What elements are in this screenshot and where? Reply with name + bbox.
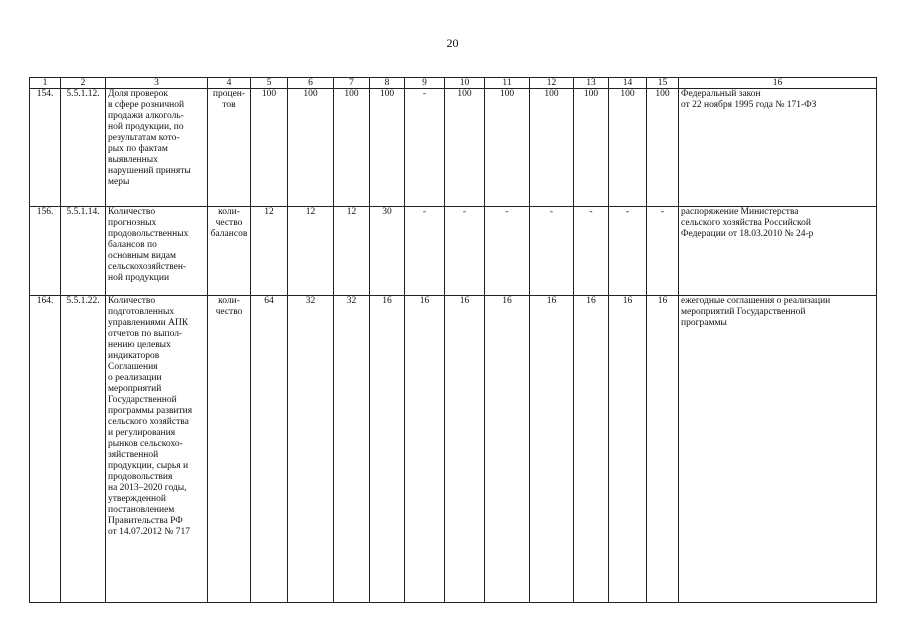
- value-cell: 16: [405, 296, 445, 603]
- value-cell: 12: [334, 207, 370, 296]
- value-cell: -: [405, 207, 445, 296]
- column-number: 1: [30, 78, 61, 89]
- column-number: 6: [288, 78, 334, 89]
- table-row: [30, 207, 877, 296]
- column-number: 10: [445, 78, 485, 89]
- column-number: 11: [485, 78, 530, 89]
- column-number: 16: [679, 78, 877, 89]
- value-cell: 16: [485, 296, 530, 603]
- value-cell: 100: [251, 89, 288, 207]
- value-cell: 16: [647, 296, 679, 603]
- row-code: 5.5.1.22.: [61, 296, 106, 603]
- unit: коли- чество: [208, 296, 251, 603]
- value-cell: 16: [530, 296, 574, 603]
- value-cell: 100: [370, 89, 405, 207]
- value-cell: 100: [445, 89, 485, 207]
- indicator-name: Количество прогнозных продовольственных балансов по основным видам сельскохозяйствен- ной продукции: [106, 207, 208, 296]
- value-cell: 100: [647, 89, 679, 207]
- value-cell: 16: [574, 296, 609, 603]
- table-row: [30, 296, 877, 603]
- value-cell: 100: [530, 89, 574, 207]
- column-number: 12: [530, 78, 574, 89]
- indicator-table: [29, 77, 877, 603]
- column-number: 13: [574, 78, 609, 89]
- value-cell: -: [405, 89, 445, 207]
- row-number: 164.: [30, 296, 61, 603]
- table-row: [30, 89, 877, 207]
- unit: процен- тов: [208, 89, 251, 207]
- value-cell: 32: [334, 296, 370, 603]
- column-number: 9: [405, 78, 445, 89]
- column-number: 7: [334, 78, 370, 89]
- value-cell: -: [485, 207, 530, 296]
- value-cell: 16: [609, 296, 647, 603]
- column-number: 8: [370, 78, 405, 89]
- value-cell: 100: [334, 89, 370, 207]
- column-number: 2: [61, 78, 106, 89]
- value-cell: 12: [251, 207, 288, 296]
- value-cell: -: [445, 207, 485, 296]
- value-cell: 32: [288, 296, 334, 603]
- value-cell: 100: [485, 89, 530, 207]
- page-number: 20: [446, 36, 459, 50]
- unit: коли- чество балансов: [208, 207, 251, 296]
- legal-basis: ежегодные соглашения о реализации мероприятий Государственной программы: [679, 296, 877, 603]
- value-cell: 100: [574, 89, 609, 207]
- row-code: 5.5.1.12.: [61, 89, 106, 207]
- value-cell: 64: [251, 296, 288, 603]
- value-cell: 30: [370, 207, 405, 296]
- column-number: 4: [208, 78, 251, 89]
- column-number: 3: [106, 78, 208, 89]
- legal-basis: распоряжение Министерства сельского хозяйства Российской Федерации от 18.03.2010 № 24-р: [679, 207, 877, 296]
- column-number: 15: [647, 78, 679, 89]
- value-cell: -: [647, 207, 679, 296]
- column-number: 14: [609, 78, 647, 89]
- value-cell: 100: [288, 89, 334, 207]
- legal-basis: Федеральный закон от 22 ноября 1995 года № 171-ФЗ: [679, 89, 877, 207]
- value-cell: 16: [370, 296, 405, 603]
- column-number: 5: [251, 78, 288, 89]
- value-cell: -: [574, 207, 609, 296]
- value-cell: -: [609, 207, 647, 296]
- value-cell: 12: [288, 207, 334, 296]
- row-number: 154.: [30, 89, 61, 207]
- value-cell: -: [530, 207, 574, 296]
- column-number-row: [30, 78, 877, 89]
- value-cell: 100: [609, 89, 647, 207]
- indicator-name: Количество подготовленных управлениями АПК отчетов по выпол- нению целевых индикаторов Соглашения о реализации мероприятий Государственной программы развития сельского хозяйства и регулирования рынков сельскохо- зяйственной продукции, сырья и продовольствия на 2013–2020 годы, утвержденной постановлением Правительства РФ от 14.07.2012 № 717: [106, 296, 208, 603]
- row-number: 156.: [30, 207, 61, 296]
- value-cell: 16: [445, 296, 485, 603]
- indicator-name: Доля проверок в сфере розничной продажи алкоголь- ной продукции, по результатам кото- рых по фактам выявленных нарушений приняты меры: [106, 89, 208, 207]
- row-code: 5.5.1.14.: [61, 207, 106, 296]
